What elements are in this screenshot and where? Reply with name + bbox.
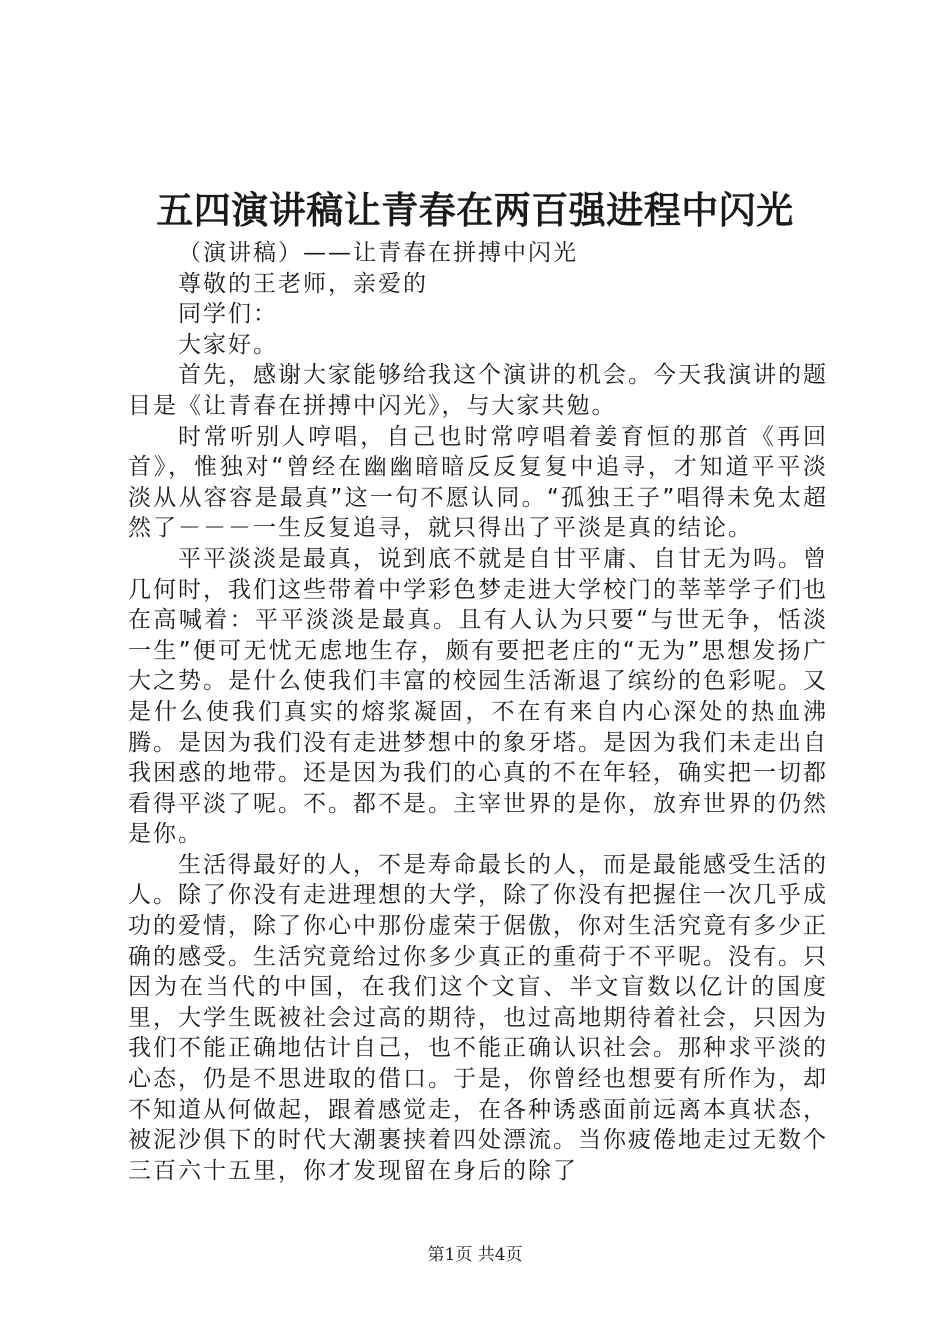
document-body (128, 238, 828, 1186)
paragraph-salutation-continued: 同学们： (178, 301, 278, 328)
paragraph-greeting: 大家好。 (178, 331, 278, 358)
paragraph-salutation: 尊敬的王老师，亲爱的 (178, 270, 428, 297)
paragraph-subtitle: （演讲稿）——让青春在拼搏中闪光 (178, 240, 578, 266)
page-number-footer: 第1页 共4页 (427, 1245, 523, 1265)
paragraph: 首先，感谢大家能够给我这个演讲的机会。今天我演讲的题目是《让青春在拼搏中闪光》，与大家共勉。 (128, 362, 828, 419)
paragraph: 平平淡淡是最真，说到底不就是自甘平庸、自甘无为吗。曾几何时，我们这些带着中学彩色梦走进大学校门的莘莘学子们也在高喊着：平平淡淡是最真。且有人认为只要“与世无争，恬淡一生”便可无忧无虑地生存，颇有要把老庄的“无为”思想发扬广大之势。是什么使我们丰富的校园生活渐退了缤纷的色彩呢。又是什么使我们真实的熔浆凝固，不在有来自内心深处的热血沸腾。是因为我们没有走进梦想中的象牙塔。是因为我们未走出自我困惑的地带。还是因为我们的心真的不在年轻，确实把一切都看得平淡了呢。不。都不是。主宰世界的是你，放弃世界的仍然是你。 (128, 545, 828, 848)
document-title: 五四演讲稿让青春在两百强进程中闪光 (156, 188, 794, 232)
paragraph: 时常听别人哼唱，自己也时常哼唱着姜育恒的那首《再回首》，惟独对“曾经在幽幽暗暗反反复复中追寻，才知道平平淡淡从从容容是最真”这一句不愿认同。“孤独王子”唱得未免太超然了－－－一生反复追寻，就只得出了平淡是真的结论。 (128, 423, 828, 542)
paragraph: 生活得最好的人，不是寿命最长的人，而是最能感受生活的人。除了你没有走进理想的大学，除了你没有把握住一次几乎成功的爱情，除了你心中那份虚荣于倨傲，你对生活究竟有多少正确的感受。生活究竟给过你多少真正的重荷于不平呢。没有。只因为在当代的中国，在我们这个文盲、半文盲数以亿计的国度里，大学生既被社会过高的期待，也过高地期待着社会，只因为我们不能正确地估计自己，也不能正确认识社会。那种求平淡的心态，仍是不思进取的借口。于是，你曾经也想要有所作为，却不知道从何做起，跟着感觉走，在各种诱惑面前远离本真状态，被泥沙俱下的时代大潮裹挟着四处漂流。当你疲倦地走过无数个三百六十五里，你才发现留在身后的除了 (128, 851, 828, 1184)
